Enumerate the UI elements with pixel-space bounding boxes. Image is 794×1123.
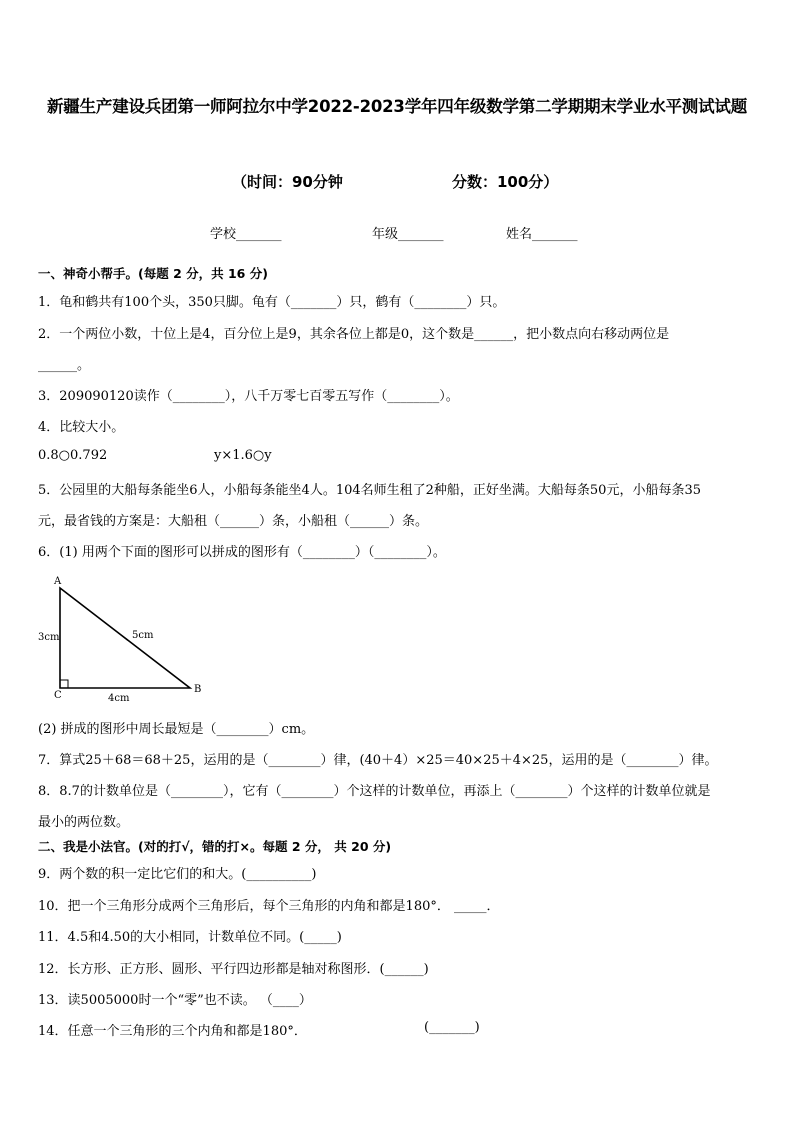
- question-8: 8．8.7的计数单位是（________），它有（________）个这样的计数单位，再添上（________）个这样的计数单位就是: [38, 784, 711, 799]
- question-6: 6．(1) 用两个下面的图形可以拼成的图形有（________）（________）。: [38, 545, 446, 560]
- question-14: 14．任意一个三角形的三个内角和都是180°．: [38, 1024, 307, 1039]
- question-6-part-2: (2) 拼成的图形中周长最短是（________）cm。: [38, 722, 315, 737]
- question-12: 12．长方形、正方形、圆形、平行四边形都是轴对称图形．(______): [38, 962, 429, 977]
- exam-score: 分数：100分）: [452, 173, 559, 191]
- vertex-a-label: A: [54, 576, 62, 587]
- question-3: 3．209090120读作（________），八千万零七百零五写作（________）。: [38, 389, 459, 404]
- side-ac-label: 3cm: [38, 632, 60, 643]
- question-7: 7．算式25＋68＝68＋25，运用的是（________）律，(40＋4）×25＝40×25＋4×25，运用的是（________）律。: [38, 753, 718, 768]
- question-2-continued: ______。: [38, 358, 91, 373]
- page-title: 新疆生产建设兵团第一师阿拉尔中学2022-2023学年四年级数学第二学期期末学业水平测试试题: [47, 97, 747, 116]
- school-field[interactable]: 学校_______: [210, 227, 282, 242]
- question-5: 5．公园里的大船每条能坐6人，小船每条能坐4人。104名师生租了2种船，正好坐满。大船每条50元，小船每条35: [38, 483, 701, 498]
- vertex-b-label: B: [194, 684, 202, 695]
- side-cb-label: 4cm: [108, 693, 130, 704]
- section-2-heading: 二、我是小法官。(对的打√，错的打×。每题 2 分， 共 20 分): [38, 839, 392, 854]
- question-5-continued: 元，最省钱的方案是：大船租（______）条，小船租（______）条。: [38, 514, 429, 529]
- name-field[interactable]: 姓名_______: [506, 227, 578, 242]
- question-10: 10．把一个三角形分成两个三角形后，每个三角形的内角和都是180°． _____．: [38, 899, 500, 914]
- vertex-c-label: C: [54, 690, 62, 701]
- question-9: 9．两个数的积一定比它们的和大。(__________): [38, 867, 317, 882]
- triangle-shape: [60, 588, 190, 688]
- question-4: 4．比较大小。: [38, 420, 125, 435]
- grade-field[interactable]: 年级_______: [372, 227, 444, 242]
- question-14-answer-blank[interactable]: (_______): [424, 1020, 480, 1035]
- question-8-continued: 最小的两位数。: [38, 815, 130, 830]
- right-triangle-figure: [36, 572, 216, 704]
- exam-time: （时间：90分钟: [232, 173, 343, 191]
- question-1: 1．龟和鹤共有100个头，350只脚。龟有（_______）只，鹤有（________）只。: [38, 295, 506, 310]
- section-1-heading: 一、神奇小帮手。(每题 2 分，共 16 分): [38, 266, 268, 281]
- question-4-part-b: y×1.6○y: [214, 448, 272, 463]
- question-13: 13．读5005000时一个“零”也不读。 （____）: [38, 993, 312, 1008]
- right-angle-marker: [60, 680, 68, 688]
- question-4-part-a: 0.8○0.792: [38, 448, 108, 463]
- question-11: 11．4.5和4.50的大小相同，计数单位不同。(_____): [38, 930, 342, 945]
- side-ab-label: 5cm: [132, 630, 154, 641]
- question-2: 2．一个两位小数，十位上是4，百分位上是9，其余各位上都是0，这个数是______，把小数点向右移动两位是: [38, 327, 670, 342]
